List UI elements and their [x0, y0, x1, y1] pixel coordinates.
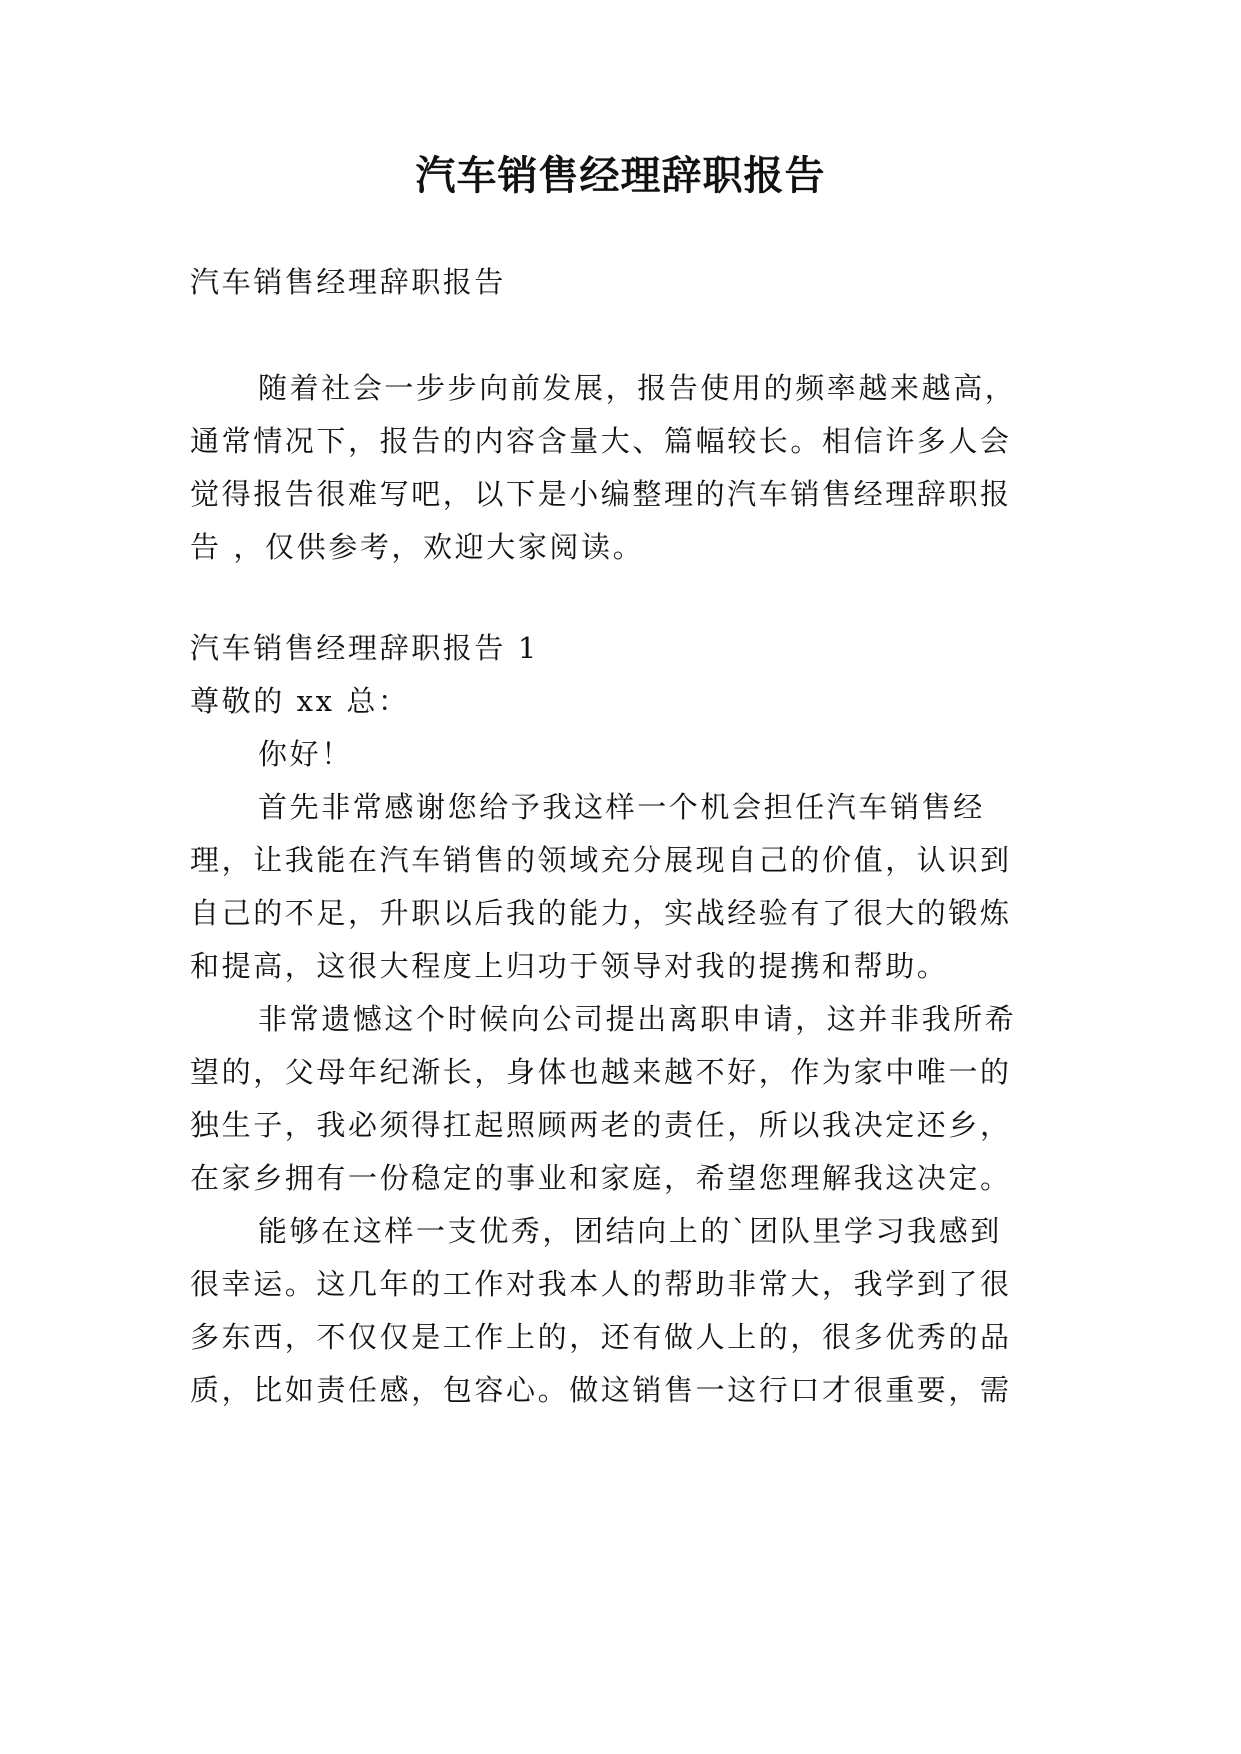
greeting: 你好！	[258, 737, 353, 771]
section-heading: 汽车销售经理辞职报告 1	[190, 631, 539, 665]
body-line: 独生子，我必须得扛起照顾两老的责任，所以我决定还乡，	[190, 1108, 1012, 1142]
body-line: 在家乡拥有一份稳定的事业和家庭，希望您理解我这决定。	[190, 1161, 1012, 1195]
body-line: 非常遗憾这个时候向公司提出离职申请，这并非我所希	[258, 1002, 1017, 1036]
body-line: 理，让我能在汽车销售的领域充分展现自己的价值，认识到	[190, 843, 1012, 877]
document-title: 汽车销售经理辞职报告	[415, 152, 826, 199]
body-line: 和提高，这很大程度上归功于领导对我的提携和帮助。	[190, 949, 949, 983]
body-line: 质，比如责任感，包容心。做这销售一这行口才很重要，需	[190, 1373, 1012, 1407]
intro-line: 告 ，仅供参考，欢迎大家阅读。	[190, 530, 645, 564]
document-subtitle: 汽车销售经理辞职报告	[190, 265, 507, 299]
salutation: 尊敬的 xx 总：	[190, 684, 410, 718]
body-line: 望的，父母年纪渐长，身体也越来越不好，作为家中唯一的	[190, 1055, 1012, 1089]
body-line: 多东西，不仅仅是工作上的，还有做人上的，很多优秀的品	[190, 1320, 1012, 1354]
intro-line: 觉得报告很难写吧，以下是小编整理的汽车销售经理辞职报	[190, 477, 1012, 511]
body-line: 很幸运。这几年的工作对我本人的帮助非常大，我学到了很	[190, 1267, 1012, 1301]
body-line: 首先非常感谢您给予我这样一个机会担任汽车销售经	[258, 790, 985, 824]
intro-line: 通常情况下，报告的内容含量大、篇幅较长。相信许多人会	[190, 424, 1012, 458]
body-line: 能够在这样一支优秀，团结向上的`团队里学习我感到	[258, 1214, 1002, 1248]
intro-line: 随着社会一步步向前发展，报告使用的频率越来越高，	[258, 371, 1017, 405]
body-line: 自己的不足，升职以后我的能力，实战经验有了很大的锻炼	[190, 896, 1012, 930]
